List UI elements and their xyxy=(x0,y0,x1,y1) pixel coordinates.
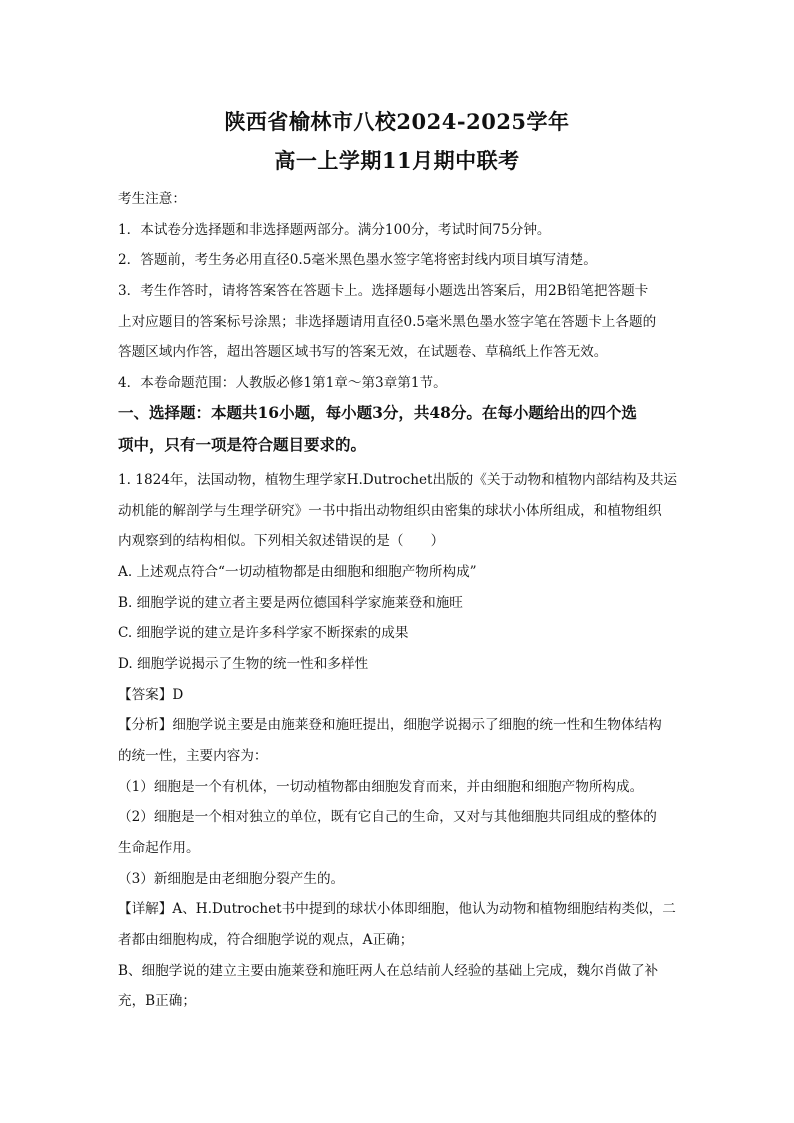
notice-item-4: 4．本卷命题范围：人教版必修1第1章～第3章第1节。 xyxy=(118,375,447,391)
notice-heading: 考生注意： xyxy=(118,191,186,207)
question-1-stem-line-2: 动机能的解剖学与生理学研究》一书中指出动物组织由密集的球状小体所组成，和植物组织 xyxy=(118,503,662,519)
document-title-line-1: 陕西省榆林市八校2024-2025学年 xyxy=(224,109,570,134)
question-1-answer: 【答案】D xyxy=(118,687,184,703)
notice-item-2: 2．答题前，考生务必用直径0.5毫米黑色墨水签字笔将密封线内项目填写清楚。 xyxy=(118,252,597,268)
detail-a-line-1: 【详解】A、H.Dutrochet书中提到的球状小体即细胞，他认为动物和植物细胞结构类似，二 xyxy=(118,901,676,917)
detail-b-line-1: B、细胞学说的建立主要由施莱登和施旺两人在总结前人经验的基础上完成，魏尔肖做了补 xyxy=(118,963,659,979)
notice-item-1: 1．本试卷分选择题和非选择题两部分。满分100分，考试时间75分钟。 xyxy=(118,222,551,238)
analysis-point-2-line-2: 生命起作用。 xyxy=(118,840,200,856)
question-1-option-a: A. 上述观点符合“一切动植物都是由细胞和细胞产物所构成” xyxy=(118,564,477,580)
detail-a-line-2: 者都由细胞构成，符合细胞学说的观点，A正确； xyxy=(118,932,414,948)
document-title-line-2: 高一上学期11月期中联考 xyxy=(274,148,520,173)
analysis-point-1: （1）细胞是一个有机体，一切动植物都由细胞发育而来，并由细胞和细胞产物所构成。 xyxy=(118,779,644,795)
analysis-line-2: 的统一性，主要内容为： xyxy=(118,748,268,764)
notice-item-3-line-1: 3．考生作答时，请将答案答在答题卡上。选择题每小题选出答案后，用2B铅笔把答题卡 xyxy=(118,283,649,299)
analysis-point-3: （3）新细胞是由老细胞分裂产生的。 xyxy=(118,871,345,887)
question-1-stem-line-1: 1. 1824年，法国动物，植物生理学家H.Dutrochet出版的《关于动物和植物内部结构及共运 xyxy=(118,472,678,488)
analysis-point-2-line-1: （2）细胞是一个相对独立的单位，既有它自己的生命，又对与其他细胞共同组成的整体的 xyxy=(118,809,657,825)
detail-b-line-2: 充，B正确； xyxy=(118,993,196,1009)
section-heading-line-1: 一、选择题：本题共16小题，每小题3分，共48分。在每小题给出的四个选 xyxy=(118,403,637,422)
question-1-stem-line-3: 内观察到的结构相似。下列相关叙述错误的是（ ） xyxy=(118,533,445,549)
question-1-option-c: C. 细胞学说的建立是许多科学家不断探索的成果 xyxy=(118,625,409,641)
question-1-option-b: B. 细胞学说的建立者主要是两位德国科学家施莱登和施旺 xyxy=(118,595,463,611)
notice-item-3-line-2: 上对应题目的答案标号涂黑；非选择题请用直径0.5毫米黑色墨水签字笔在答题卡上各题的 xyxy=(118,314,657,330)
section-heading-line-2: 项中，只有一项是符合题目要求的。 xyxy=(118,435,367,454)
analysis-line-1: 【分析】细胞学说主要是由施莱登和施旺提出，细胞学说揭示了细胞的统一性和生物体结构 xyxy=(118,717,662,733)
notice-item-3-line-3: 答题区域内作答，超出答题区域书写的答案无效，在试题卷、草稿纸上作答无效。 xyxy=(118,344,608,360)
question-1-option-d: D. 细胞学说揭示了生物的统一性和多样性 xyxy=(118,656,369,672)
